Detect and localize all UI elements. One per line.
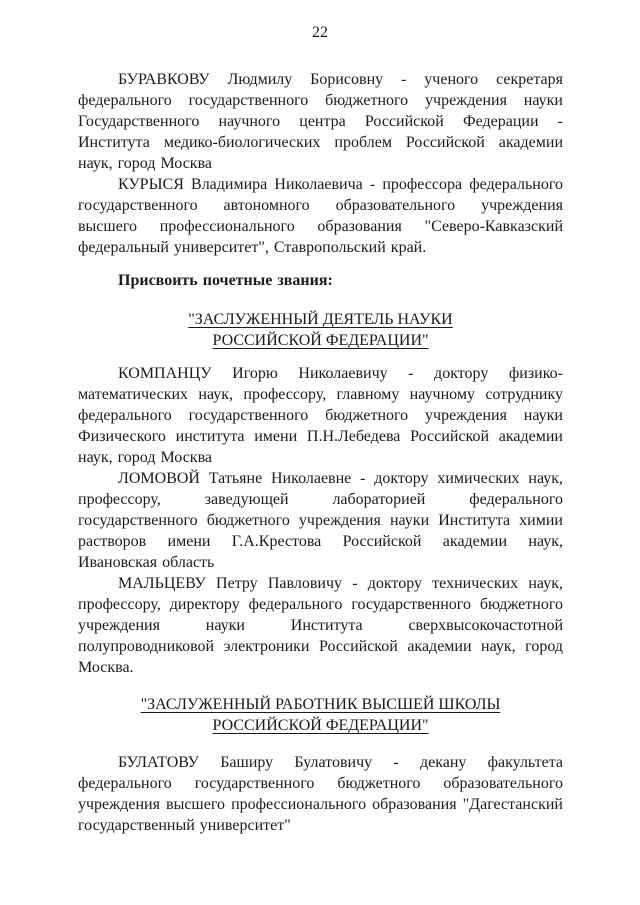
paragraph-award-kurys: КУРЫСЯ Владимира Николаевича - профессора федерального государственного автономного образовательного учреждения высшего профессионального образования "Северо-Кавказский федеральный университет", Ставропольский край. (78, 176, 563, 256)
page-number: 22 (312, 24, 328, 41)
section-title-line: РОССИЙСКОЙ ФЕДЕРАЦИИ" (212, 332, 429, 349)
section-title-honored-higher-school-worker (78, 694, 563, 736)
section-title-line: РОССИЙСКОЙ ФЕДЕРАЦИИ" (212, 717, 429, 734)
section-title-line: "ЗАСЛУЖЕННЫЙ РАБОТНИК ВЫСШЕЙ ШКОЛЫ (140, 696, 501, 713)
section-title-line: "ЗАСЛУЖЕННЫЙ ДЕЯТЕЛЬ НАУКИ (188, 311, 453, 328)
directive-honorary-titles: Присвоить почетные звания: (118, 272, 333, 289)
document-body (78, 69, 563, 836)
paragraph-award-kompanets: КОМПАНЦУ Игорю Николаевичу - доктору физико-математических наук, профессору, главному научному сотруднику федерального государственного бюджетного учреждения науки Физического института имени П.Н.Лебедева Российской академии наук, город Москва (78, 365, 563, 466)
paragraph-award-buravkova: БУРАВКОВУ Людмилу Борисовну - ученого секретаря федерального государственного бюджетного учреждения науки Государственного научного центра Российской Федерации - Института медико-биологических проблем Российской академии наук, город Москва (78, 71, 563, 172)
paragraph-award-maltsev: МАЛЬЦЕВУ Петру Павловичу - доктору технических наук, профессору, директору федерального государственного бюджетного учреждения науки Института сверхвысокочастотной полупроводниковой электроники Российской академии наук, город Москва. (78, 575, 563, 676)
paragraph-award-lomova: ЛОМОВОЙ Татьяне Николаевне - доктору химических наук, профессору, заведующей лабораторией федерального государственного бюджетного учреждения науки Института химии растворов имени Г.А.Крестова Российской академии наук, Ивановская область (78, 470, 563, 571)
paragraph-award-bulatov: БУЛАТОВУ Баширу Булатовичу - декану факультета федерального государственного бюджетного образовательного учреждения высшего профессионального образования "Дагестанский государственный университет" (78, 754, 563, 834)
section-title-honored-science-worker (78, 309, 563, 351)
